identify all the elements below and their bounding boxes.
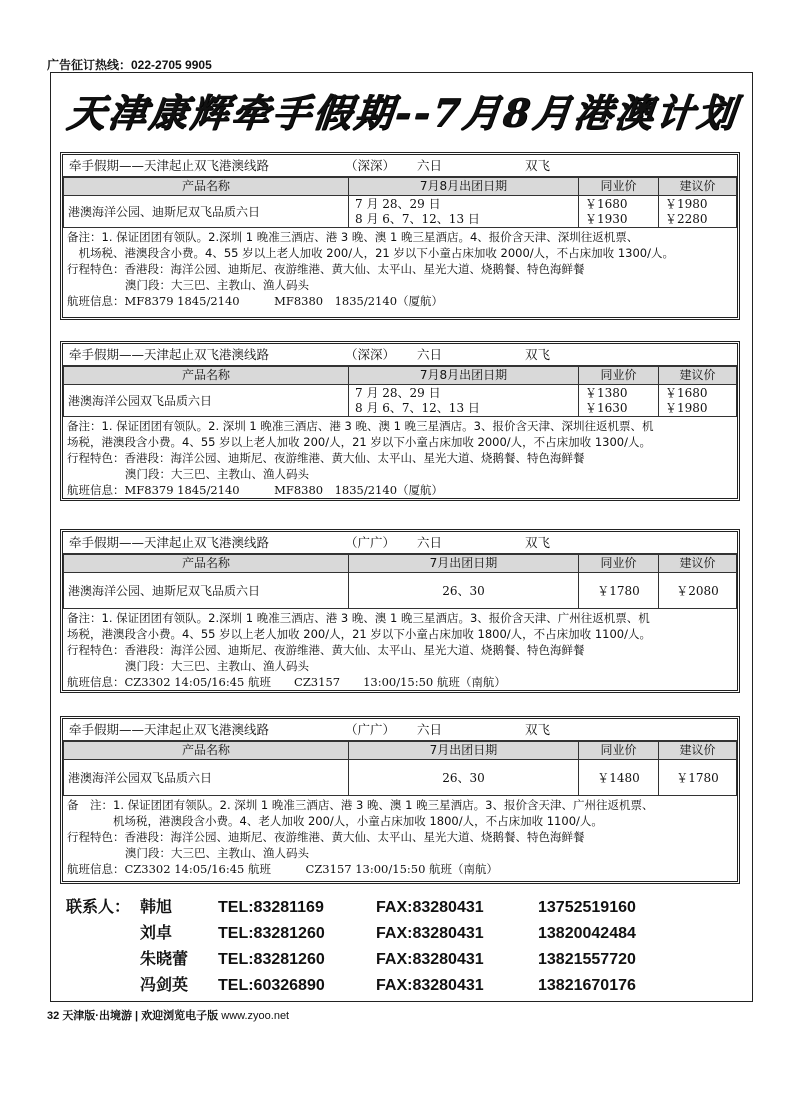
- package-box-3: [60, 529, 740, 693]
- contact-mobile: 13821670176: [538, 977, 636, 994]
- contact-fax: FAX:83280431: [376, 977, 484, 994]
- contact-mobile: 13820042484: [538, 925, 636, 942]
- notes-line: 场税，港澳段含小费。4、55 岁以上老人加收 200/人，21 岁以下小童占床加收 1800/人，不占床加收 1100/人。: [67, 627, 651, 641]
- package-header: [63, 344, 737, 366]
- departure-code: （深深）: [345, 347, 396, 362]
- suggest-price: [659, 196, 737, 228]
- col-header-peer-price: 同业价: [579, 742, 659, 760]
- flight-type: 双飞: [525, 722, 551, 737]
- route-title: 牵手假期——天津起止双飞港澳线路: [69, 535, 270, 550]
- notes-line: 备 注：1. 保证团团有领队。2. 深圳 1 晚准三酒店、港 3 晚、澳 1 晚三星酒店。3、报价含天津、广州往返机票、: [67, 798, 654, 812]
- peer-price: [579, 196, 659, 228]
- contact-name: 朱晓蕾: [140, 951, 189, 968]
- footer-separator: |: [135, 1010, 139, 1022]
- package-box-2: [60, 341, 740, 501]
- contact-row: [66, 921, 746, 947]
- col-header-peer-price: 同业价: [579, 178, 659, 196]
- notes-line: 行程特色：香港段：海洋公园、迪斯尼、夜游维港、黄大仙、太平山、星光大道、烧鹅餐、特色海鲜餐: [67, 643, 585, 657]
- trip-days: 六日: [417, 722, 443, 737]
- product-name: 港澳海洋公园双飞品质六日: [64, 760, 349, 796]
- departure-dates: [349, 385, 579, 417]
- peer-price: [579, 385, 659, 417]
- price-table: [63, 177, 737, 228]
- contact-row: [66, 947, 746, 973]
- notes-line: 澳门段：大三巴、主教山、渔人码头: [125, 467, 309, 481]
- col-header-peer-price: 同业价: [579, 367, 659, 385]
- departure-dates: 26、30: [349, 573, 579, 609]
- product-name: 港澳海洋公园双飞品质六日: [64, 385, 349, 417]
- peer-price: ￥1780: [579, 573, 659, 609]
- col-header-suggest-price: 建议价: [659, 555, 737, 573]
- trip-days: 六日: [417, 158, 443, 173]
- flight-type: 双飞: [525, 535, 551, 550]
- date-line: 8 月 6、7、12、13 日: [355, 400, 480, 415]
- flight-info: 航班信息：MF8379 1845/2140 MF8380 1835/2140（厦航）: [67, 483, 444, 497]
- contact-mobile: 13821557720: [538, 951, 636, 968]
- notes-line: 行程特色：香港段：海洋公园、迪斯尼、夜游维港、黄大仙、太平山、星光大道、烧鹅餐、特色海鲜餐: [67, 451, 585, 465]
- notes-line: 行程特色：香港段：海洋公园、迪斯尼、夜游维港、黄大仙、太平山、星光大道、烧鹅餐、特色海鲜餐: [67, 262, 585, 276]
- col-header-product: 产品名称: [64, 555, 349, 573]
- package-notes: [63, 609, 737, 693]
- notes-line: 机场税，港澳段含小费。4、老人加收 200/人，小童占床加收 1800/人，不占床加收 1100/人。: [67, 814, 603, 828]
- notes-line: 行程特色：香港段：海洋公园、迪斯尼、夜游维港、黄大仙、太平山、星光大道、烧鹅餐、特色海鲜餐: [67, 830, 585, 844]
- contact-name: 刘卓: [140, 925, 173, 942]
- col-header-dates: 7月8月出团日期: [349, 178, 579, 196]
- flight-info: 航班信息：CZ3302 14:05/16:45 航班 CZ3157 13:00/15:50 航班（南航）: [67, 675, 506, 689]
- contact-row: [66, 973, 746, 999]
- notes-line: 机场税、港澳段含小费。4、55 岁以上老人加收 200/人，21 岁以下小童占床加收 2000/人，不占床加收 1300/人。: [67, 246, 674, 260]
- departure-dates: 26、30: [349, 760, 579, 796]
- notes-line: 备注：1. 保证团团有领队。2. 深圳 1 晚准三酒店、港 3 晚、澳 1 晚三星酒店。3、报价含天津、深圳往返机票、机: [67, 419, 654, 433]
- date-line: 8 月 6、7、12、13 日: [355, 211, 480, 226]
- col-header-dates: 7月出团日期: [349, 555, 579, 573]
- price-table: [63, 366, 737, 417]
- col-header-product: 产品名称: [64, 742, 349, 760]
- ad-hotline: 广告征订热线：022-2705 9905: [47, 58, 212, 72]
- trip-days: 六日: [417, 347, 443, 362]
- product-name: 港澳海洋公园、迪斯尼双飞品质六日: [64, 196, 349, 228]
- departure-code: （广广）: [345, 535, 396, 550]
- col-header-product: 产品名称: [64, 367, 349, 385]
- notes-line: 澳门段：大三巴、主教山、渔人码头: [125, 659, 309, 673]
- col-header-dates: 7月8月出团日期: [349, 367, 579, 385]
- package-header: [63, 532, 737, 554]
- departure-code: （广广）: [345, 722, 396, 737]
- price-line: ￥1980: [665, 400, 708, 415]
- contact-fax: FAX:83280431: [376, 925, 484, 942]
- page-title: 天津康辉牵手假期--7月8月港澳计划: [64, 90, 741, 135]
- flight-type: 双飞: [525, 158, 551, 173]
- flight-info: 航班信息：MF8379 1845/2140 MF8380 1835/2140（厦航）: [67, 294, 444, 308]
- date-line: 7 月 28、29 日: [355, 385, 441, 400]
- date-line: 7 月 28、29 日: [355, 196, 441, 211]
- route-title: 牵手假期——天津起止双飞港澳线路: [69, 347, 270, 362]
- notes-line: 澳门段：大三巴、主教山、渔人码头: [125, 846, 309, 860]
- price-line: ￥1680: [585, 196, 628, 211]
- col-header-suggest-price: 建议价: [659, 742, 737, 760]
- price-table: [63, 741, 737, 796]
- price-line: ￥1980: [665, 196, 708, 211]
- contact-tel: TEL:83281260: [218, 951, 325, 968]
- contact-fax: FAX:83280431: [376, 899, 484, 916]
- package-header: [63, 155, 737, 177]
- contact-row: [66, 895, 746, 921]
- contact-fax: FAX:83280431: [376, 951, 484, 968]
- page-number: 32: [47, 1010, 60, 1022]
- notes-line: 场税，港澳段含小费。4、55 岁以上老人加收 200/人，21 岁以下小童占床加收 2000/人，不占床加收 1300/人。: [67, 435, 651, 449]
- suggest-price: [659, 385, 737, 417]
- col-header-peer-price: 同业价: [579, 555, 659, 573]
- col-header-suggest-price: 建议价: [659, 367, 737, 385]
- package-box-1: [60, 152, 740, 320]
- route-title: 牵手假期——天津起止双飞港澳线路: [69, 158, 270, 173]
- trip-days: 六日: [417, 535, 443, 550]
- edition-name: 天津版·出境游: [62, 1010, 132, 1022]
- flight-info: 航班信息：CZ3302 14:05/16:45 航班 CZ3157 13:00/15:50 航班（南航）: [67, 862, 499, 876]
- col-header-dates: 7月出团日期: [349, 742, 579, 760]
- contact-list: [66, 895, 746, 999]
- package-notes: [63, 228, 737, 312]
- contact-tel: TEL:83281169: [218, 899, 324, 916]
- product-name: 港澳海洋公园、迪斯尼双飞品质六日: [64, 573, 349, 609]
- departure-code: （深深）: [345, 158, 396, 173]
- price-line: ￥1630: [585, 400, 628, 415]
- col-header-suggest-price: 建议价: [659, 178, 737, 196]
- peer-price: ￥1480: [579, 760, 659, 796]
- departure-dates: [349, 196, 579, 228]
- suggest-price: ￥2080: [659, 573, 737, 609]
- price-line: ￥1380: [585, 385, 628, 400]
- col-header-product: 产品名称: [64, 178, 349, 196]
- price-line: ￥1930: [585, 211, 628, 226]
- flight-type: 双飞: [525, 347, 551, 362]
- footer-slogan: 欢迎浏览电子版: [141, 1010, 219, 1022]
- notes-line: 备注：1. 保证团团有领队。2.深圳 1 晚准三酒店、港 3 晚、澳 1 晚三星酒店。4、报价含天津、深圳往返机票、: [67, 230, 639, 244]
- contact-mobile: 13752519160: [538, 899, 636, 916]
- price-line: ￥2280: [665, 211, 708, 226]
- price-table: [63, 554, 737, 609]
- package-notes: [63, 417, 737, 501]
- notes-line: 备注：1. 保证团团有领队。2.深圳 1 晚准三酒店、港 3 晚、澳 1 晚三星酒店。3、报价含天津、广州往返机票、机: [67, 611, 650, 625]
- contact-name: 冯剑英: [140, 977, 189, 994]
- contact-tel: TEL:60326890: [218, 977, 325, 994]
- route-title: 牵手假期——天津起止双飞港澳线路: [69, 722, 270, 737]
- package-notes: [63, 796, 737, 880]
- website-url: www.zyoo.net: [221, 1010, 290, 1022]
- package-box-4: [60, 716, 740, 884]
- page-footer: [47, 1007, 289, 1023]
- notes-line: 澳门段：大三巴、主教山、渔人码头: [125, 278, 309, 292]
- contact-label: 联系人：: [66, 899, 131, 916]
- price-line: ￥1680: [665, 385, 708, 400]
- suggest-price: ￥1780: [659, 760, 737, 796]
- contact-tel: TEL:83281260: [218, 925, 325, 942]
- contact-name: 韩旭: [140, 899, 173, 916]
- package-header: [63, 719, 737, 741]
